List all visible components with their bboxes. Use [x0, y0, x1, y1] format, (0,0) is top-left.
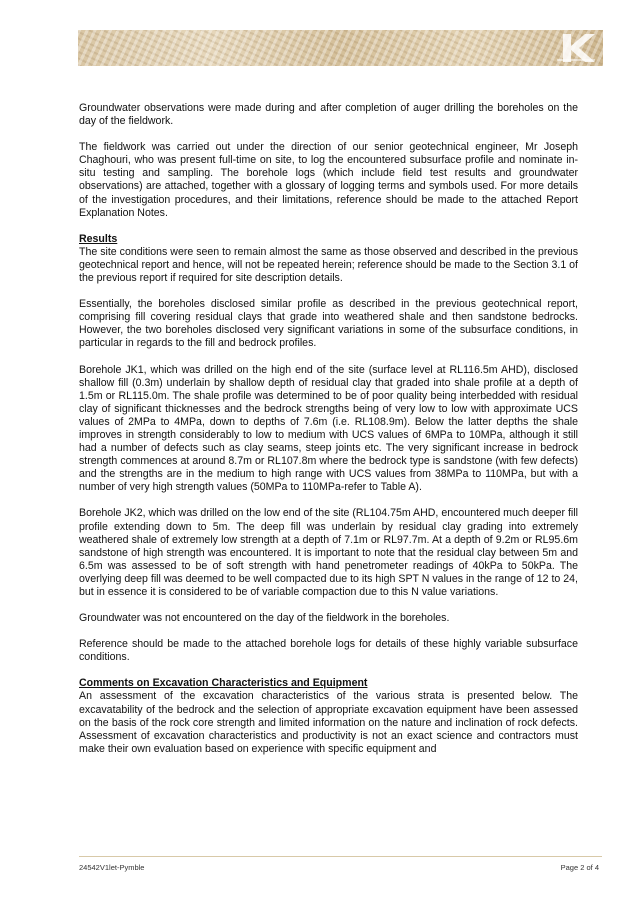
- footer-divider: [79, 856, 602, 857]
- paragraph: Borehole JK2, which was drilled on the low end of the site (RL104.75m AHD, encountered much deeper fill profile extending down to 5m. The deep fill was underlain by residual clay grading into extremely weathered shale of extremely low strength at a depth of 7.1m or RL97.7m. At a depth of 9.2m or RL95.6m sandstone of high strength was encountered. It is important to note that the residual clay between 5m and 6.5m was assessed to be of soft strength with hand penetrometer readings of 40kPa to 50kPa. The overlying deep fill was deemed to be well compacted due to its high SPT N values in the range of 12 to 24, but in essence it is considered to be of variable compaction due to this N value variations.: [79, 507, 578, 598]
- paragraph: Reference should be made to the attached borehole logs for details of these highly variable subsurface conditions.: [79, 638, 578, 664]
- paragraph: Groundwater observations were made during and after completion of auger drilling the boreholes on the day of the fieldwork.: [79, 102, 578, 128]
- header-banner: [78, 30, 603, 66]
- paragraph: Essentially, the boreholes disclosed similar profile as described in the previous geotechnical report, comprising fill covering residual clays that grade into weathered shale and then sandstone bedrocks. However, the two boreholes disclosed very significant variations in some of the subsurface conditions, in particular in regards to the fill and bedrock profiles.: [79, 298, 578, 350]
- company-logo-icon: [555, 30, 597, 66]
- paragraph: The site conditions were seen to remain almost the same as those observed and described in the previous geotechnical report and hence, will not be repeated herein; reference should be made to the Section 3.1 of the previous report if required for site description details.: [79, 245, 578, 285]
- document-body: [79, 102, 578, 769]
- paragraph: The fieldwork was carried out under the direction of our senior geotechnical engineer, Mr Joseph Chaghouri, who was present full-time on site, to log the encountered subsurface profile and nominate in-situ testing and sampling. The borehole logs (which include field test results and groundwater observations) are attached, together with a glossary of logging terms and symbols used. For more details of the investigation procedures, and their limitations, reference should be made to the attached Report Explanation Notes.: [79, 141, 578, 219]
- footer-reference: 24542V1let-Pymble: [79, 863, 145, 872]
- excavation-heading: Comments on Excavation Characteristics and Equipment: [79, 677, 368, 690]
- results-heading: Results: [79, 232, 118, 245]
- paragraph: An assessment of the excavation characteristics of the various strata is presented below. The excavatability of the bedrock and the selection of appropriate excavation equipment have been assessed on the basis of the rock core strength and limited information on the nature and inclination of rock defects. Assessment of excavation characteristics and productivity is not an exact science and contractors must make their own evaluation based on experience with specific equipment and: [79, 690, 578, 755]
- paragraph: Borehole JK1, which was drilled on the high end of the site (surface level at RL116.5m AHD), disclosed shallow fill (0.3m) underlain by shallow depth of residual clay that graded into shale profile at a depth of 1.5m or RL115.0m. The shale profile was determined to be of poor quality being interbedded with residual clay of significant thicknesses and the bedrock strengths being of very low to low with approximate UCS values of 2MPa to 4MPa, down to depths of 7.6m (i.e. RL108.9m). Below the latter depths the shale improves in strength considerably to low to medium with UCS values of 6MPa to 10MPa, although it still had a number of defects such as clay seams, steep joints etc. The very significant increase in bedrock strength commences at around 8.7m or RL107.8m where the bedrock type is sandstone (with few defects) and the strengths are in the medium to high range with UCS values from 38MPa to 110MPa, but with a number of very high strength values (50MPa to 110MPa-refer to Table A).: [79, 363, 578, 494]
- paragraph: Groundwater was not encountered on the day of the fieldwork in the boreholes.: [79, 612, 450, 625]
- footer-page-number: Page 2 of 4: [560, 863, 599, 872]
